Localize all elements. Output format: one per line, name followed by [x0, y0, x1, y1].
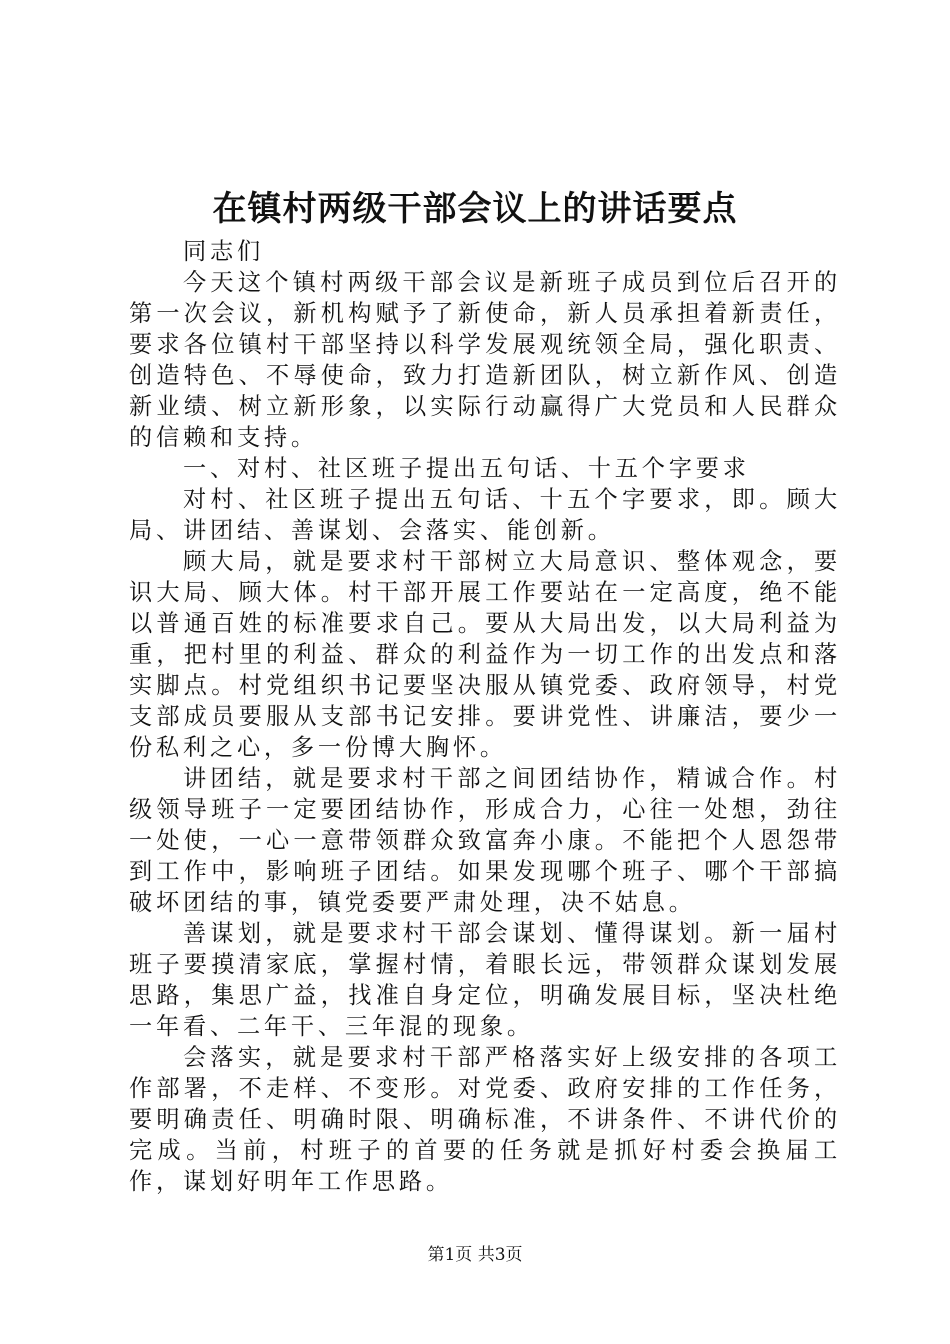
page-number-footer: 第1页 共3页	[427, 1245, 523, 1265]
document-body	[129, 236, 841, 1197]
paragraph: 善谋划，就是要求村干部会谋划、懂得谋划。新一届村班子要摸清家底，掌握村情，着眼长远，带领群众谋划发展思路，集思广益，找准自身定位，明确发展目标，坚决杜绝一年看、二年干、三年混的现象。	[129, 920, 841, 1040]
paragraph: 讲团结，就是要求村干部之间团结协作，精诚合作。村级领导班子一定要团结协作，形成合力，心往一处想，劲往一处使，一心一意带领群众致富奔小康。不能把个人恩怨带到工作中，影响班子团结。如果发现哪个班子、哪个干部搞破坏团结的事，镇党委要严肃处理，决不姑息。	[129, 765, 841, 916]
paragraph: 顾大局，就是要求村干部树立大局意识、整体观念，要识大局、顾大体。村干部开展工作要站在一定高度，绝不能以普通百姓的标准要求自己。要从大局出发，以大局利益为重，把村里的利益、群众的利益作为一切工作的出发点和落实脚点。村党组织书记要坚决服从镇党委、政府领导，村党支部成员要服从支部书记安排。要讲党性、讲廉洁，要少一份私利之心，多一份博大胸怀。	[129, 548, 841, 761]
section-heading: 一、对村、社区班子提出五句话、十五个字要求	[183, 455, 750, 482]
document-title: 在镇村两级干部会议上的讲话要点	[212, 189, 738, 229]
paragraph: 会落实，就是要求村干部严格落实好上级安排的各项工作部署，不走样、不变形。对党委、政府安排的工作任务，要明确责任、明确时限、明确标准，不讲条件、不讲代价的完成。当前，村班子的首要的任务就是抓好村委会换届工作，谋划好明年工作思路。	[129, 1044, 841, 1195]
paragraph: 对村、社区班子提出五句话、十五个字要求，即。顾大局、讲团结、善谋划、会落实、能创新。	[129, 486, 841, 544]
salutation: 同志们	[183, 238, 264, 265]
paragraph: 今天这个镇村两级干部会议是新班子成员到位后召开的第一次会议，新机构赋予了新使命，新人员承担着新责任，要求各位镇村干部坚持以科学发展观统领全局，强化职责、创造特色、不辱使命，致力打造新团队，树立新作风、创造新业绩、树立新形象，以实际行动赢得广大党员和人民群众的信赖和支持。	[129, 269, 841, 451]
